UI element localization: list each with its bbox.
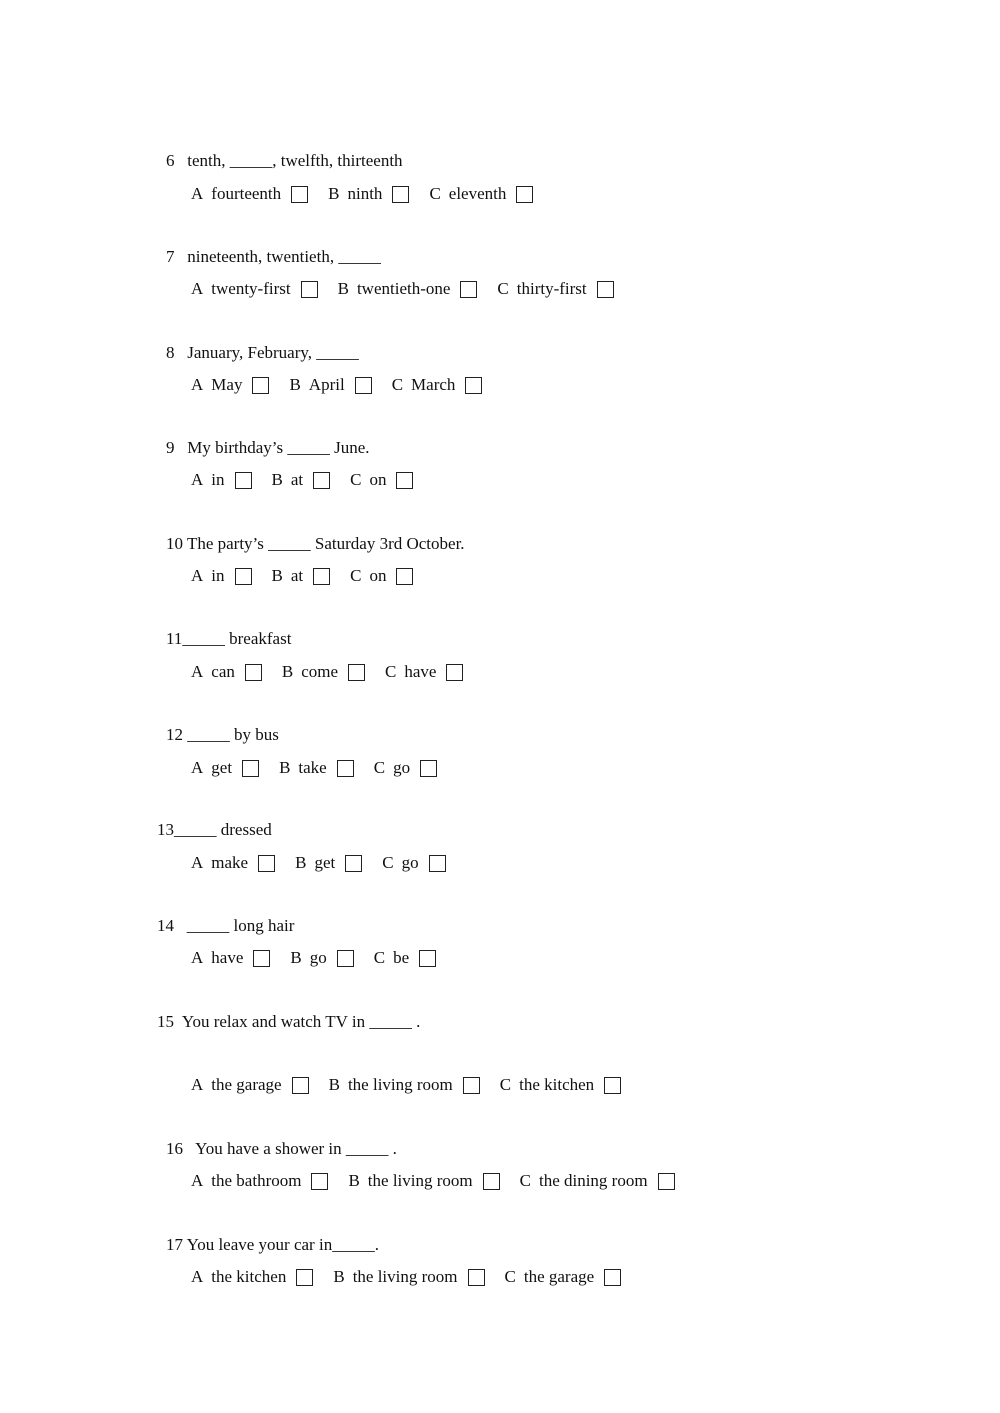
answer-checkbox[interactable] [296, 1269, 313, 1286]
option-letter: A [191, 662, 204, 681]
option-a[interactable] [191, 758, 259, 778]
option-text: ninth [347, 184, 383, 203]
option-letter: C [382, 853, 394, 872]
option-text: can [211, 662, 235, 681]
option-a[interactable] [191, 279, 318, 299]
answer-checkbox[interactable] [355, 377, 372, 394]
option-c[interactable] [374, 948, 436, 968]
options-row [191, 1171, 695, 1191]
option-text: the living room [352, 1267, 458, 1286]
option-c[interactable] [385, 662, 463, 682]
option-text: go [401, 853, 419, 872]
option-c[interactable] [392, 375, 483, 395]
option-a[interactable] [191, 1267, 313, 1287]
option-text: May [211, 375, 243, 394]
question-stem: 12 _____ by bus [166, 725, 279, 744]
option-text: go [309, 948, 327, 967]
answer-checkbox[interactable] [516, 186, 533, 203]
option-text: the kitchen [211, 1267, 287, 1286]
option-text: twentieth-one [356, 279, 451, 298]
option-text: March [411, 375, 456, 394]
option-text: on [369, 470, 387, 489]
option-letter: B [271, 470, 283, 489]
option-letter: A [191, 853, 204, 872]
answer-checkbox[interactable] [311, 1173, 328, 1190]
option-text: twenty-first [211, 279, 291, 298]
answer-checkbox[interactable] [337, 950, 354, 967]
option-letter: A [191, 1171, 204, 1190]
question-stem: 9 My birthday’s _____ June. [166, 438, 370, 457]
option-letter: A [191, 184, 204, 203]
option-a[interactable] [191, 948, 270, 968]
option-b[interactable] [295, 853, 362, 873]
option-c[interactable] [350, 566, 413, 586]
question-stem: 10 The party’s _____ Saturday 3rd October. [166, 534, 465, 553]
option-letter: B [289, 375, 301, 394]
options-row [191, 1267, 641, 1287]
answer-checkbox[interactable] [460, 281, 477, 298]
option-c[interactable] [350, 470, 413, 490]
option-c[interactable] [497, 279, 613, 299]
option-b[interactable] [290, 948, 353, 968]
option-letter: B [271, 566, 283, 585]
option-letter: B [281, 662, 294, 681]
option-a[interactable] [191, 1171, 328, 1191]
answer-checkbox[interactable] [429, 855, 446, 872]
option-a[interactable] [191, 1075, 309, 1095]
question-stem: 15 You relax and watch TV in _____ . [157, 1012, 421, 1031]
option-letter: C [350, 566, 362, 585]
question-stem: 7 nineteenth, twentieth, _____ [166, 247, 381, 266]
option-letter: B [279, 758, 291, 777]
option-letter: B [290, 948, 302, 967]
options-row [191, 948, 456, 968]
option-letter: A [191, 375, 204, 394]
answer-checkbox[interactable] [235, 472, 252, 489]
option-letter: B [348, 1171, 360, 1190]
options-row [191, 853, 466, 873]
option-b[interactable] [328, 184, 409, 204]
option-letter: B [328, 1075, 340, 1094]
answer-checkbox[interactable] [658, 1173, 675, 1190]
option-text: be [393, 948, 410, 967]
answer-checkbox[interactable] [253, 950, 270, 967]
option-text: have [211, 948, 244, 967]
question-stem: 17 You leave your car in_____. [166, 1235, 379, 1254]
question-stem: 16 You have a shower in _____ . [166, 1139, 397, 1158]
option-text: eleventh [448, 184, 507, 203]
question-stem: 8 January, February, _____ [166, 343, 359, 362]
option-letter: C [385, 662, 397, 681]
options-row [191, 279, 634, 299]
answer-checkbox[interactable] [468, 1269, 485, 1286]
options-row [191, 566, 433, 586]
option-letter: A [191, 758, 204, 777]
answer-checkbox[interactable] [245, 664, 262, 681]
option-text: get [211, 758, 233, 777]
option-c[interactable] [429, 184, 533, 204]
option-text: at [290, 470, 304, 489]
option-text: April [308, 375, 345, 394]
option-letter: B [333, 1267, 345, 1286]
option-text: get [314, 853, 336, 872]
option-text: take [298, 758, 327, 777]
option-text: the garage [211, 1075, 282, 1094]
answer-checkbox[interactable] [337, 760, 354, 777]
option-b[interactable] [333, 1267, 484, 1287]
option-text: the living room [367, 1171, 473, 1190]
option-letter: C [373, 948, 386, 967]
option-letter: C [504, 1267, 516, 1286]
option-text: in [211, 566, 225, 585]
answer-checkbox[interactable] [604, 1269, 621, 1286]
answer-checkbox[interactable] [313, 568, 330, 585]
option-a[interactable] [191, 184, 308, 204]
option-letter: C [391, 375, 404, 394]
option-letter: B [337, 279, 349, 298]
option-letter: A [191, 948, 204, 967]
option-b[interactable] [329, 1075, 480, 1095]
options-row [191, 662, 483, 682]
option-letter: B [328, 184, 340, 203]
option-b[interactable] [338, 279, 478, 299]
option-letter: A [191, 470, 204, 489]
answer-checkbox[interactable] [446, 664, 463, 681]
option-c[interactable] [505, 1267, 622, 1287]
option-letter: C [429, 184, 441, 203]
option-a[interactable] [191, 566, 252, 586]
option-letter: C [499, 1075, 512, 1094]
option-text: come [301, 662, 339, 681]
options-row [191, 1075, 641, 1095]
answer-checkbox[interactable] [597, 281, 614, 298]
option-letter: C [519, 1171, 531, 1190]
question-stem: 13_____ dressed [157, 820, 272, 839]
option-text: go [393, 758, 411, 777]
option-text: in [211, 470, 225, 489]
option-text: the bathroom [211, 1171, 302, 1190]
answer-checkbox[interactable] [242, 760, 259, 777]
answer-checkbox[interactable] [396, 472, 413, 489]
answer-checkbox[interactable] [258, 855, 275, 872]
options-row [191, 184, 553, 204]
option-text: on [369, 566, 387, 585]
options-row [191, 375, 502, 395]
option-b[interactable] [289, 375, 371, 395]
answer-checkbox[interactable] [392, 186, 409, 203]
answer-checkbox[interactable] [420, 760, 437, 777]
options-row [191, 470, 433, 490]
option-c[interactable] [520, 1171, 675, 1191]
question-stem: 11_____ breakfast [166, 629, 292, 648]
answer-checkbox[interactable] [396, 568, 413, 585]
answer-checkbox[interactable] [313, 472, 330, 489]
option-b[interactable] [272, 470, 331, 490]
option-text: the kitchen [519, 1075, 595, 1094]
question-stem: 14 _____ long hair [157, 916, 295, 935]
answer-checkbox[interactable] [463, 1077, 480, 1094]
option-c[interactable] [382, 853, 445, 873]
option-text: the dining room [538, 1171, 648, 1190]
option-text: have [404, 662, 437, 681]
option-text: at [290, 566, 304, 585]
answer-checkbox[interactable] [235, 568, 252, 585]
answer-checkbox[interactable] [348, 664, 365, 681]
question-stem: 6 tenth, _____, twelfth, thirteenth [166, 151, 403, 170]
option-text: make [211, 853, 249, 872]
option-letter: C [497, 279, 509, 298]
answer-checkbox[interactable] [292, 1077, 309, 1094]
answer-checkbox[interactable] [419, 950, 436, 967]
option-b[interactable] [348, 1171, 499, 1191]
option-b[interactable] [279, 758, 354, 778]
option-b[interactable] [272, 566, 331, 586]
option-letter: C [373, 758, 386, 777]
option-letter: B [295, 853, 307, 872]
option-letter: A [191, 279, 204, 298]
option-text: thirty-first [516, 279, 587, 298]
answer-checkbox[interactable] [483, 1173, 500, 1190]
option-b[interactable] [282, 662, 365, 682]
answer-checkbox[interactable] [252, 377, 269, 394]
option-a[interactable] [191, 853, 275, 873]
answer-checkbox[interactable] [465, 377, 482, 394]
option-letter: C [350, 470, 362, 489]
option-letter: A [191, 1075, 204, 1094]
option-a[interactable] [191, 662, 262, 682]
options-row [191, 758, 457, 778]
answer-checkbox[interactable] [345, 855, 362, 872]
option-c[interactable] [500, 1075, 621, 1095]
option-a[interactable] [191, 470, 252, 490]
option-a[interactable] [191, 375, 269, 395]
option-text: the living room [347, 1075, 453, 1094]
answer-checkbox[interactable] [604, 1077, 621, 1094]
answer-checkbox[interactable] [291, 186, 308, 203]
option-text: the garage [523, 1267, 595, 1286]
option-c[interactable] [374, 758, 437, 778]
option-letter: A [191, 566, 204, 585]
option-letter: A [191, 1267, 204, 1286]
answer-checkbox[interactable] [301, 281, 318, 298]
option-text: fourteenth [211, 184, 282, 203]
